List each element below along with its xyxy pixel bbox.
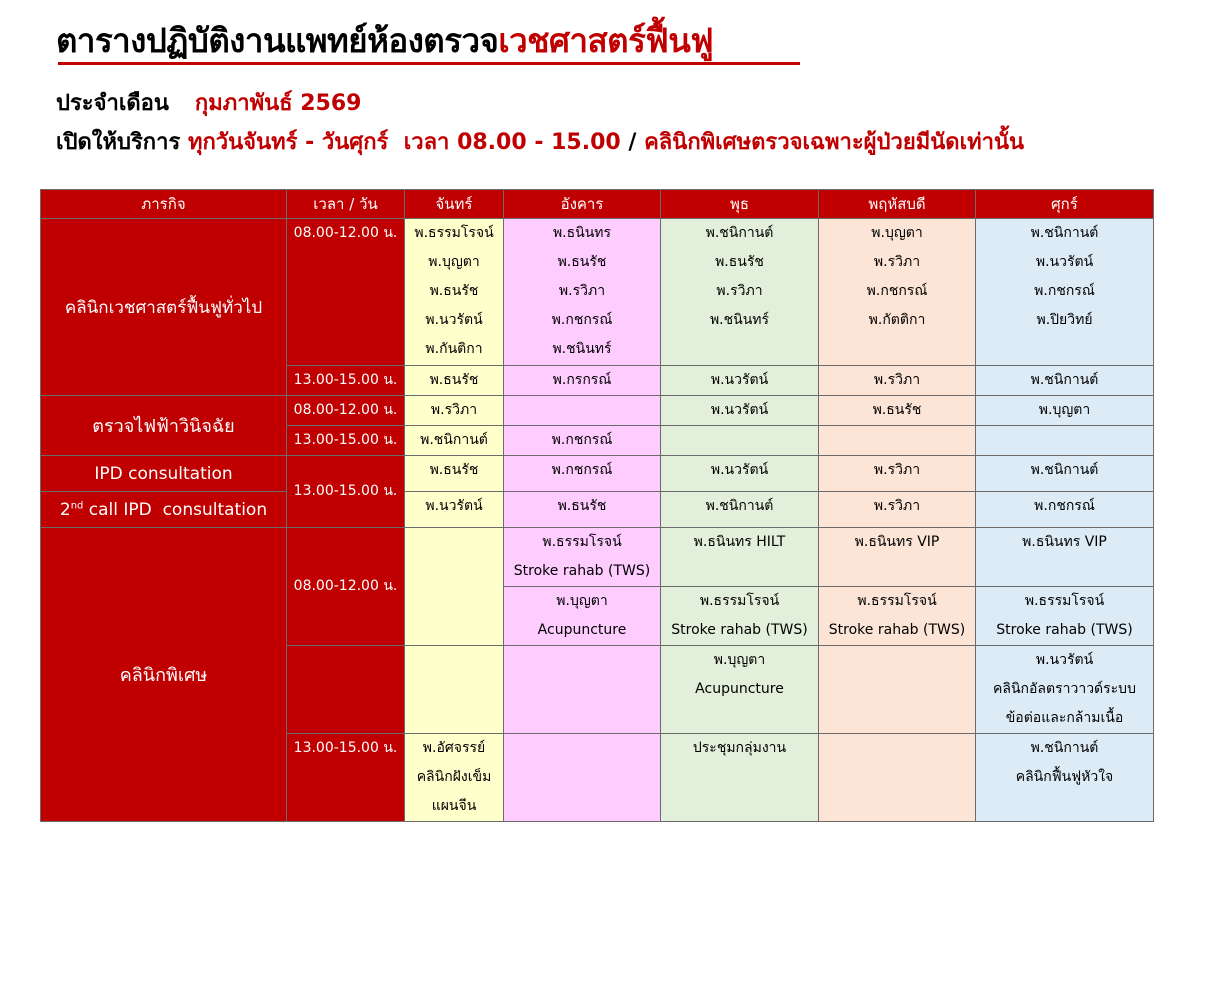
schedule-cell [819, 426, 976, 456]
month-label: ประจำเดือน [56, 91, 169, 116]
schedule-cell: พ.กชกรณ์ [504, 426, 661, 456]
schedule-cell: พ.บุญตา [976, 396, 1154, 426]
time-cell-blank [287, 646, 405, 734]
schedule-cell: พ.นวรัตน์ [405, 492, 504, 528]
schedule-cell: พ.ธนรัช [819, 396, 976, 426]
open-days: ทุกวันจันทร์ - วันศุกร์ [187, 130, 389, 155]
open-hours: เวลา 08.00 - 15.00 [403, 130, 621, 155]
page-title [56, 14, 713, 67]
header-time-day: เวลา / วัน [287, 190, 405, 219]
time-cell: 13.00-15.00 น. [287, 366, 405, 396]
table-row [41, 219, 1154, 366]
table-row [41, 492, 1154, 528]
schedule-cell: พ.บุญตา Acupuncture [504, 587, 661, 646]
header-activity: ภารกิจ [41, 190, 287, 219]
schedule-cell: ประชุมกลุ่มงาน [661, 734, 819, 822]
table-row [41, 528, 1154, 587]
service-line [56, 124, 1024, 159]
schedule-cell: พ.ชนิกานต์ [405, 426, 504, 456]
schedule-cell [504, 396, 661, 426]
special-note: คลินิกพิเศษตรวจเฉพาะผู้ป่วยมีนัดเท่านั้น [644, 130, 1025, 155]
schedule-cell: พ.ธนินทร VIP [819, 528, 976, 587]
schedule-cell: พ.ธนินทร HILT [661, 528, 819, 587]
schedule-cell: พ.บุญตา พ.รวิภา พ.กชกรณ์ พ.กัตติกา [819, 219, 976, 366]
schedule-cell: พ.รวิภา [819, 366, 976, 396]
schedule-cell: พ.กชกรณ์ [504, 456, 661, 492]
schedule-cell: พ.ชนิกานต์ พ.นวรัตน์ พ.กชกรณ์ พ.ปิยวิทย์ [976, 219, 1154, 366]
schedule-cell: พ.ธรรมโรจน์ Stroke rahab (TWS) [504, 528, 661, 587]
time-cell: 13.00-15.00 น. [287, 456, 405, 528]
schedule-cell: พ.กชกรณ์ [976, 492, 1154, 528]
time-cell: 13.00-15.00 น. [287, 426, 405, 456]
month-value: กุมภาพันธ์ 2569 [194, 91, 362, 116]
schedule-cell [819, 734, 976, 822]
schedule-cell: พ.นวรัตน์ [661, 456, 819, 492]
schedule-cell [976, 426, 1154, 456]
schedule-cell: พ.ธนินทร VIP [976, 528, 1154, 587]
title-main: ตารางปฏิบัติงานแพทย์ห้องตรวจ [56, 21, 499, 60]
schedule-cell [405, 646, 504, 734]
activity-2nd-call-ipd: 2nd call IPD consultation [41, 492, 287, 528]
time-cell: 08.00-12.00 น. [287, 528, 405, 646]
schedule-cell [661, 426, 819, 456]
schedule-cell: พ.รวิภา [819, 492, 976, 528]
schedule-cell: พ.รวิภา [819, 456, 976, 492]
schedule-cell: พ.ชนิกานต์ [976, 366, 1154, 396]
schedule-cell [504, 734, 661, 822]
activity-special-clinic: คลินิกพิเศษ [41, 528, 287, 822]
activity-emg: ตรวจไฟฟ้าวินิจฉัย [41, 396, 287, 456]
schedule-cell [819, 646, 976, 734]
time-cell: 08.00-12.00 น. [287, 219, 405, 366]
schedule-cell: พ.ธนรัช [504, 492, 661, 528]
schedule-cell: พ.ธรรมโรจน์ Stroke rahab (TWS) [819, 587, 976, 646]
header-thursday: พฤหัสบดี [819, 190, 976, 219]
separator-slash: / [628, 130, 637, 155]
header-tuesday: อังคาร [504, 190, 661, 219]
schedule-cell: พ.กรกรณ์ [504, 366, 661, 396]
header-wednesday: พุธ [661, 190, 819, 219]
schedule-cell: พ.ธรรมโรจน์ Stroke rahab (TWS) [661, 587, 819, 646]
table-row [41, 396, 1154, 426]
schedule-cell: พ.อัศจรรย์ คลินิกฝังเข็ม แผนจีน [405, 734, 504, 822]
title-highlight: เวชศาสตร์ฟื้นฟู [498, 21, 714, 60]
open-label: เปิดให้บริการ [56, 130, 181, 155]
schedule-cell: พ.รวิภา [405, 396, 504, 426]
schedule-cell: พ.ธรรมโรจน์ Stroke rahab (TWS) [976, 587, 1154, 646]
table-row [41, 456, 1154, 492]
schedule-cell: พ.บุญตา Acupuncture [661, 646, 819, 734]
header-monday: จันทร์ [405, 190, 504, 219]
time-cell: 08.00-12.00 น. [287, 396, 405, 426]
schedule-cell: พ.ชนิกานต์ พ.ธนรัช พ.รวิภา พ.ชนินทร์ [661, 219, 819, 366]
schedule-cell: พ.ชนิกานต์ คลินิกฟื้นฟูหัวใจ [976, 734, 1154, 822]
schedule-cell: พ.ธนรัช [405, 456, 504, 492]
schedule-cell: พ.นวรัตน์ [661, 366, 819, 396]
time-cell: 13.00-15.00 น. [287, 734, 405, 822]
schedule-cell: พ.ธรรมโรจน์ พ.บุญตา พ.ธนรัช พ.นวรัตน์ พ.กันติกา [405, 219, 504, 366]
month-line [56, 85, 361, 120]
schedule-cell: พ.นวรัตน์ [661, 396, 819, 426]
schedule-cell: พ.ธนรัช [405, 366, 504, 396]
activity-ipd-consultation: IPD consultation [41, 456, 287, 492]
schedule-cell [504, 646, 661, 734]
schedule-cell [405, 528, 504, 646]
schedule-cell: พ.ชนิกานต์ [661, 492, 819, 528]
schedule-cell: พ.ชนิกานต์ [976, 456, 1154, 492]
schedule-table [40, 189, 1154, 822]
header-friday: ศุกร์ [976, 190, 1154, 219]
header-row [41, 190, 1154, 219]
activity-general-clinic: คลินิกเวชศาสตร์ฟื้นฟูทั่วไป [41, 219, 287, 396]
schedule-cell: พ.ธนินทร พ.ธนรัช พ.รวิภา พ.กชกรณ์ พ.ชนินทร์ [504, 219, 661, 366]
schedule-cell: พ.นวรัตน์ คลินิกอัลตราวาวด์ระบบ ข้อต่อและกล้ามเนื้อ [976, 646, 1154, 734]
title-underline [58, 62, 800, 65]
